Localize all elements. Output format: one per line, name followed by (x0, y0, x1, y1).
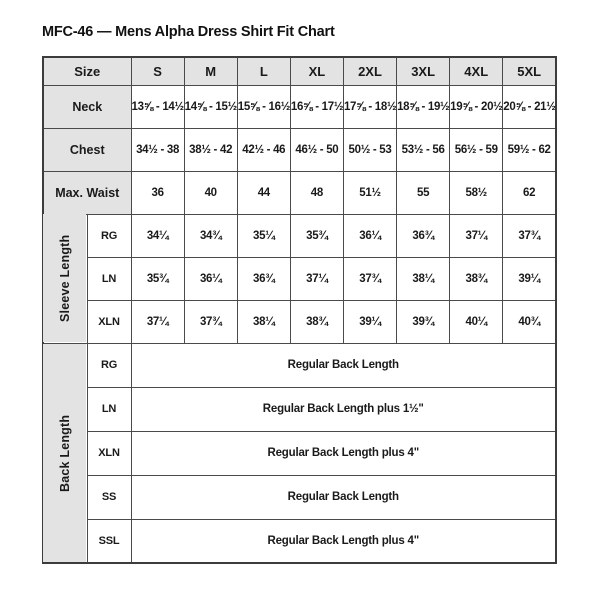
chest-value-cell: 34½ - 38 (131, 128, 184, 171)
neck-row (43, 85, 556, 128)
sleeve-ln-value-cell: 37¾ (343, 257, 396, 300)
back-length-section-label: Back Length (43, 343, 87, 563)
sleeve-xln-label: XLN (87, 300, 131, 343)
chest-value-cell: 46½ - 50 (290, 128, 343, 171)
waist-value-cell: 44 (237, 171, 290, 214)
back-rg-text-cell: Regular Back Length (131, 343, 556, 387)
waist-value-cell: 40 (184, 171, 237, 214)
neck-row-label: Neck (43, 85, 131, 128)
neck-value-cell: 13⅝ - 14½ (131, 85, 184, 128)
chest-value-cell: 59½ - 62 (503, 128, 556, 171)
back-rg-label: RG (87, 343, 131, 387)
waist-row-label: Max. Waist (43, 171, 131, 214)
chest-row-label: Chest (43, 128, 131, 171)
back-ss-row (43, 475, 556, 519)
neck-value-cell: 18⅝ - 19½ (397, 85, 450, 128)
sleeve-xln-value-cell: 40¾ (503, 300, 556, 343)
sleeve-rg-value-cell: 35¼ (237, 214, 290, 257)
sleeve-xln-value-cell: 37¾ (184, 300, 237, 343)
sleeve-ln-value-cell: 39¼ (503, 257, 556, 300)
size-col-header: M (184, 57, 237, 85)
sleeve-xln-value-cell: 37¼ (131, 300, 184, 343)
back-rg-row (43, 343, 556, 387)
size-col-header: 4XL (450, 57, 503, 85)
back-ssl-row (43, 519, 556, 563)
sleeve-rg-value-cell: 36¼ (343, 214, 396, 257)
sleeve-xln-row (43, 300, 556, 343)
size-col-header: XL (290, 57, 343, 85)
back-ssl-text-cell: Regular Back Length plus 4" (131, 519, 556, 563)
sleeve-ln-value-cell: 38¾ (450, 257, 503, 300)
back-xln-text-cell: Regular Back Length plus 4" (131, 431, 556, 475)
back-xln-label: XLN (87, 431, 131, 475)
back-ss-text-cell: Regular Back Length (131, 475, 556, 519)
sleeve-rg-value-cell: 37¼ (450, 214, 503, 257)
size-col-header: 5XL (503, 57, 556, 85)
size-col-header: 2XL (343, 57, 396, 85)
chest-value-cell: 50½ - 53 (343, 128, 396, 171)
waist-value-cell: 48 (290, 171, 343, 214)
waist-value-cell: 58½ (450, 171, 503, 214)
size-header-cell: Size (43, 57, 131, 85)
neck-value-cell: 14⅝ - 15½ (184, 85, 237, 128)
chest-row (43, 128, 556, 171)
sleeve-ln-value-cell: 37¼ (290, 257, 343, 300)
back-ssl-label: SSL (87, 519, 131, 563)
size-col-header: L (237, 57, 290, 85)
header-row (43, 57, 556, 85)
back-ln-row (43, 387, 556, 431)
sleeve-xln-value-cell: 38¾ (290, 300, 343, 343)
sleeve-rg-value-cell: 36¾ (397, 214, 450, 257)
fit-chart-table (42, 56, 557, 564)
neck-value-cell: 15⅝ - 16½ (237, 85, 290, 128)
neck-value-cell: 19⅝ - 20½ (450, 85, 503, 128)
waist-row (43, 171, 556, 214)
sleeve-ln-value-cell: 35¾ (131, 257, 184, 300)
back-ln-text-cell: Regular Back Length plus 1½" (131, 387, 556, 431)
chest-value-cell: 56½ - 59 (450, 128, 503, 171)
chest-value-cell: 38½ - 42 (184, 128, 237, 171)
waist-value-cell: 62 (503, 171, 556, 214)
neck-value-cell: 20⅝ - 21½ (503, 85, 556, 128)
sleeve-rg-value-cell: 37¾ (503, 214, 556, 257)
waist-value-cell: 55 (397, 171, 450, 214)
waist-value-cell: 51½ (343, 171, 396, 214)
size-col-header: S (131, 57, 184, 85)
chest-value-cell: 53½ - 56 (397, 128, 450, 171)
waist-value-cell: 36 (131, 171, 184, 214)
sleeve-rg-row (43, 214, 556, 257)
sleeve-ln-value-cell: 36¼ (184, 257, 237, 300)
sleeve-ln-label: LN (87, 257, 131, 300)
back-xln-row (43, 431, 556, 475)
back-ln-label: LN (87, 387, 131, 431)
sleeve-ln-value-cell: 36¾ (237, 257, 290, 300)
chest-value-cell: 42½ - 46 (237, 128, 290, 171)
sleeve-rg-value-cell: 34¼ (131, 214, 184, 257)
sleeve-ln-row (43, 257, 556, 300)
sleeve-xln-value-cell: 40¼ (450, 300, 503, 343)
sleeve-xln-value-cell: 39¼ (343, 300, 396, 343)
neck-value-cell: 17⅝ - 18½ (343, 85, 396, 128)
back-ss-label: SS (87, 475, 131, 519)
sleeve-length-section-label: Sleeve Length (43, 214, 87, 343)
sleeve-rg-value-cell: 35¾ (290, 214, 343, 257)
size-col-header: 3XL (397, 57, 450, 85)
sleeve-rg-value-cell: 34¾ (184, 214, 237, 257)
sleeve-xln-value-cell: 39¾ (397, 300, 450, 343)
sleeve-xln-value-cell: 38¼ (237, 300, 290, 343)
neck-value-cell: 16⅝ - 17½ (290, 85, 343, 128)
sleeve-ln-value-cell: 38¼ (397, 257, 450, 300)
page-title: MFC-46 — Mens Alpha Dress Shirt Fit Chart (42, 24, 335, 40)
sleeve-rg-label: RG (87, 214, 131, 257)
